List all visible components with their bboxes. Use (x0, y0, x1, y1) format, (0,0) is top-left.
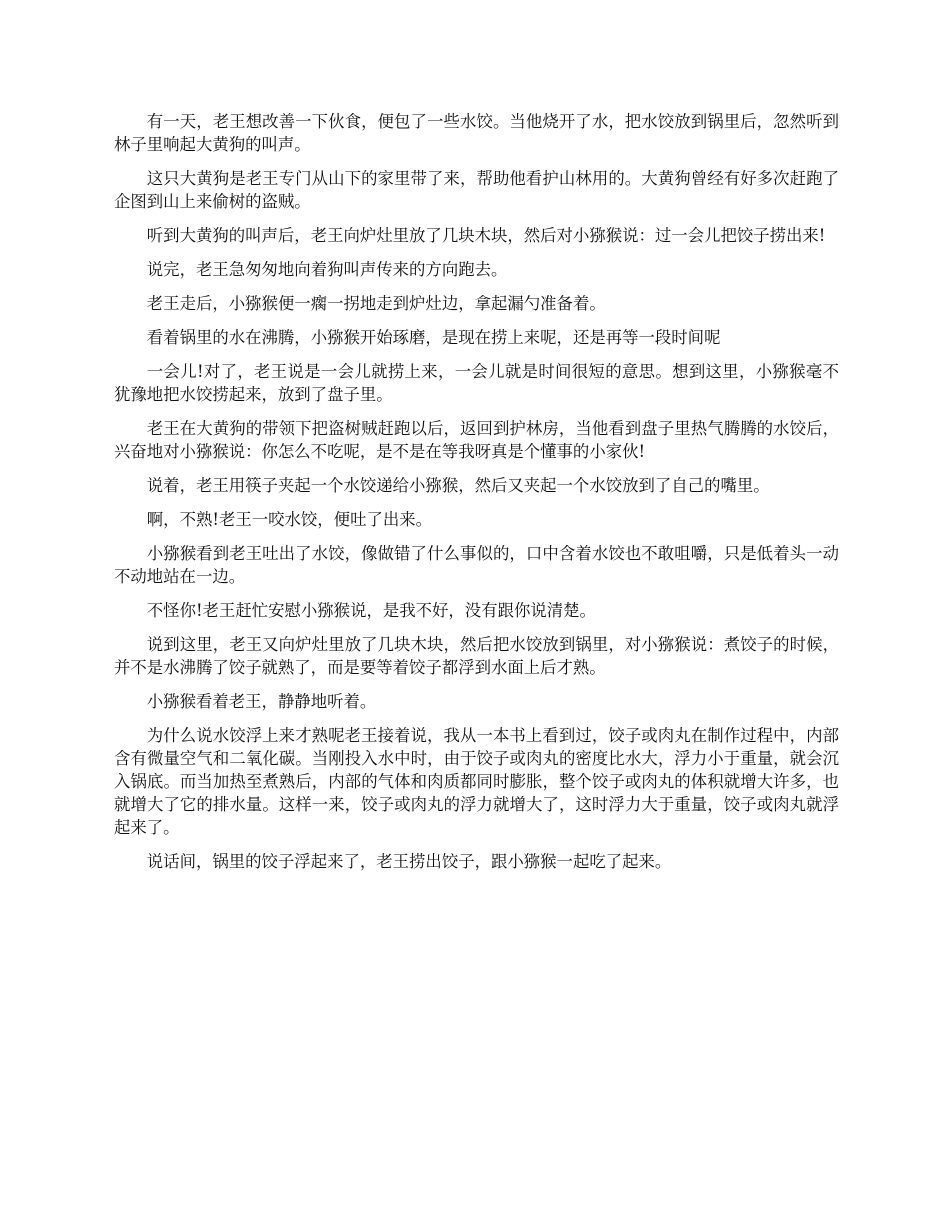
paragraph-10: 啊，不熟!老王一咬水饺，便吐了出来。 (146, 510, 433, 529)
paragraph-16: 说话间，锅里的饺子浮起来了，老王捞出饺子，跟小猕猴一起吃了起来。 (146, 852, 672, 871)
paragraph-5: 老王走后，小猕猴便一瘸一拐地走到炉灶边，拿起漏勺准备着。 (146, 294, 606, 313)
paragraph-4: 说完，老王急匆匆地向着狗叫声传来的方向跑去。 (146, 260, 508, 279)
paragraph-3: 听到大黄狗的叫声后，老王向炉灶里放了几块木块，然后对小猕猴说：过一会儿把饺子捞出来! (146, 226, 826, 245)
paragraph-1: 有一天，老王想改善一下伙食，便包了一些水饺。当他烧开了水，把水饺放到锅里后，忽然听到林子里响起大黄狗的叫声。 (114, 112, 839, 154)
document-body (114, 110, 839, 884)
paragraph-2: 这只大黄狗是老王专门从山下的家里带了来，帮助他看护山林用的。大黄狗曾经有好多次赶跑了企图到山上来偷树的盗贼。 (114, 169, 839, 211)
paragraph-7: 一会儿!对了，老王说是一会儿就捞上来，一会儿就是时间很短的意思。想到这里，小猕猴毫不犹豫地把水饺捞起来，放到了盘子里。 (114, 362, 839, 404)
paragraph-11: 小猕猴看到老王吐出了水饺，像做错了什么事似的，口中含着水饺也不敢咀嚼，只是低着头一动不动地站在一边。 (114, 544, 839, 586)
paragraph-15: 为什么说水饺浮上来才熟呢老王接着说，我从一本书上看到过，饺子或肉丸在制作过程中，内部含有微量空气和二氧化碳。当刚投入水中时，由于饺子或肉丸的密度比水大，浮力小于重量，就会沉入锅底。而当加热至煮熟后，内部的气体和肉质都同时膨胀，整个饺子或肉丸的体积就增大许多，也就增大了它的排水量。这样一来，饺子或肉丸的浮力就增大了，这时浮力大于重量，饺子或肉丸就浮起来了。 (114, 726, 839, 837)
paragraph-13: 说到这里，老王又向炉灶里放了几块木块，然后把水饺放到锅里，对小猕猴说：煮饺子的时候，并不是水沸腾了饺子就熟了，而是要等着饺子都浮到水面上后才熟。 (114, 635, 839, 677)
paragraph-9: 说着，老王用筷子夹起一个水饺递给小猕猴，然后又夹起一个水饺放到了自己的嘴里。 (146, 476, 770, 495)
paragraph-14: 小猕猴看着老王，静静地听着。 (146, 692, 377, 711)
paragraph-12: 不怪你!老王赶忙安慰小猕猴说，是我不好，没有跟你说清楚。 (146, 601, 596, 620)
paragraph-6: 看着锅里的水在沸腾，小猕猴开始琢磨，是现在捞上来呢，还是再等一段时间呢 (146, 328, 721, 347)
paragraph-8: 老王在大黄狗的带领下把盗树贼赶跑以后，返回到护林房，当他看到盘子里热气腾腾的水饺后，兴奋地对小猕猴说：你怎么不吃呢，是不是在等我呀真是个懂事的小家伙! (114, 419, 839, 461)
